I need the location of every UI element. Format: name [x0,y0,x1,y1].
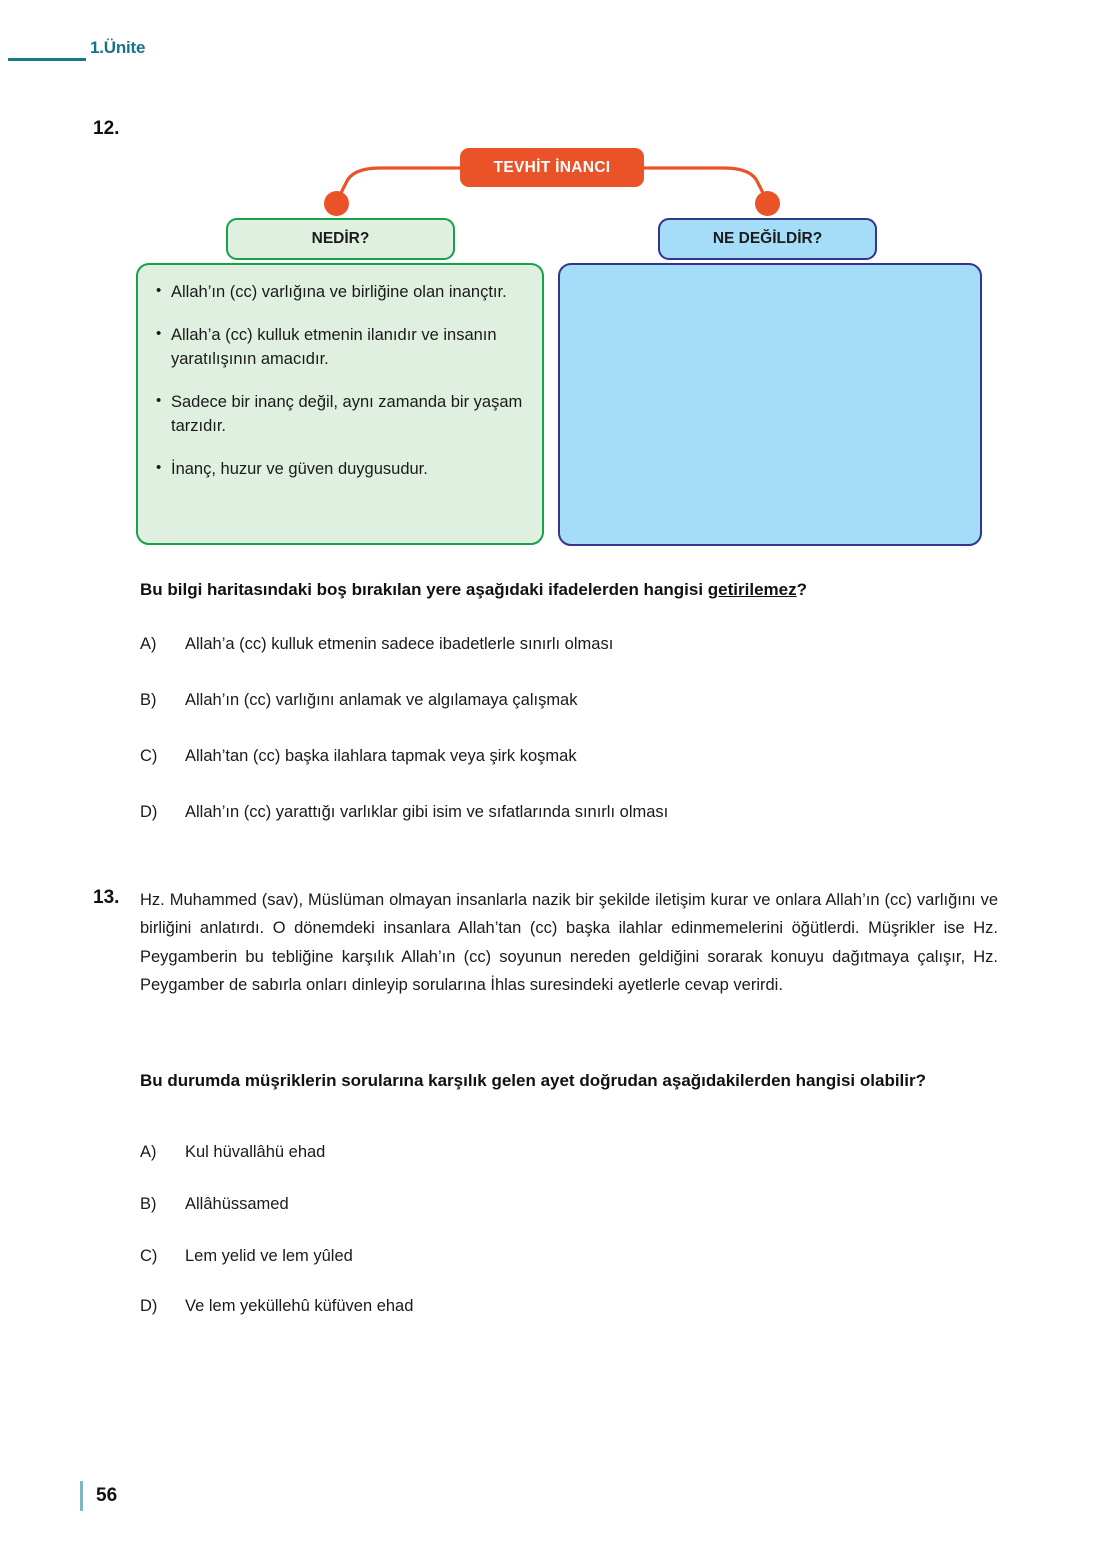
question-13-number: 13. [93,887,120,908]
option-text: Ve lem yeküllehû küfüven ehad [185,1297,414,1315]
unit-label: 1.Ünite [90,38,146,57]
option-text: Allâhüssamed [185,1195,289,1213]
footer-rule [80,1481,83,1511]
question-13-option-a[interactable] [140,1141,1000,1164]
question-13-option-b[interactable] [140,1193,1000,1216]
connector-dot-left-icon [324,191,349,216]
question-12-prompt-before: Bu bilgi haritasındaki boş bırakılan yere aşağıdaki ifadelerden hangisi [140,580,708,599]
header-rule [8,58,86,61]
list-item: • İnanç, huzur ve güven duygusudur. [152,458,524,481]
question-12-option-d[interactable] [140,801,1000,824]
nedir-bullet-list [152,281,524,482]
question-13-prompt: Bu durumda müşriklerin sorularına karşılık gelen ayet doğrudan aşağıdakilerden hangisi olabilir? [140,1071,926,1090]
option-letter: C) [140,1247,158,1265]
question-12-prompt [140,578,998,603]
option-letter: A) [140,635,157,653]
page-number: 56 [96,1485,118,1506]
option-letter: D) [140,1297,158,1315]
branch-body-nedir [136,263,544,545]
option-letter: B) [140,1195,157,1213]
question-12-option-c[interactable] [140,745,1000,768]
branch-body-ne-degildir-blank [558,263,982,546]
question-13-option-c[interactable] [140,1245,1000,1268]
question-12-prompt-after: ? [796,580,807,599]
mindmap-root-label: TEVHİT İNANCI [493,158,611,176]
question-12-option-a[interactable] [140,633,1000,656]
branch-heading-nedir [226,218,455,260]
option-text: Allah’a (cc) kulluk etmenin sadece ibadetlerle sınırlı olması [185,635,614,653]
connector-dot-right-icon [755,191,780,216]
list-item: • Sadece bir inanç değil, aynı zamanda bir yaşam tarzıdır. [152,391,524,438]
question-12-prompt-underlined: getirilemez [707,580,797,599]
option-letter: B) [140,691,157,709]
option-text: Allah’tan (cc) başka ilahlara tapmak veya şirk koşmak [185,747,577,765]
branch-heading-ne-degildir [658,218,877,260]
mind-map-diagram [130,123,990,553]
mindmap-root-node [460,148,644,187]
option-text: Allah’ın (cc) varlığını anlamak ve algılamaya çalışmak [185,691,578,709]
branch-heading-ne-degildir-label: NE DEĞİLDİR? [712,230,823,247]
option-letter: A) [140,1143,157,1161]
question-12-number: 12. [93,118,120,139]
option-text: Kul hüvallâhü ehad [185,1143,326,1161]
option-text: Allah’ın (cc) yarattığı varlıklar gibi isim ve sıfatlarında sınırlı olması [185,803,669,821]
option-text: Lem yelid ve lem yûled [185,1247,353,1265]
question-13-option-d[interactable] [140,1295,1000,1318]
list-item: • Allah’a (cc) kulluk etmenin ilanıdır ve insanın yaratılışının amacıdır. [152,324,524,371]
page-footer [80,1478,117,1514]
question-13-paragraph: Hz. Muhammed (sav), Müslüman olmayan insanlarla nazik bir şekilde iletişim kurar ve onlara Allah’ın (cc) varlığını ve birliğini anlatırdı. O dönemdeki insanlara Allah’tan (cc) başka ilahlar edinmemelerini öğütlerdi. Müşrikler ise Hz. Peygamberin bu tebliğine karşılık Allah’ın (cc) soyunun nereden geldiğini sorarak konuyu dağıtmaya çalışır, Hz. Peygamber de sabırla onları dinleyip sorularına İhlas suresindeki ayetlerle cevap verirdi. [140,891,998,995]
question-12-option-b[interactable] [140,689,1000,712]
page-header [0,38,1106,72]
option-letter: D) [140,803,158,821]
branch-heading-nedir-label: NEDİR? [311,230,370,247]
option-letter: C) [140,747,158,765]
list-item: • Allah’ın (cc) varlığına ve birliğine olan inançtır. [152,281,524,304]
